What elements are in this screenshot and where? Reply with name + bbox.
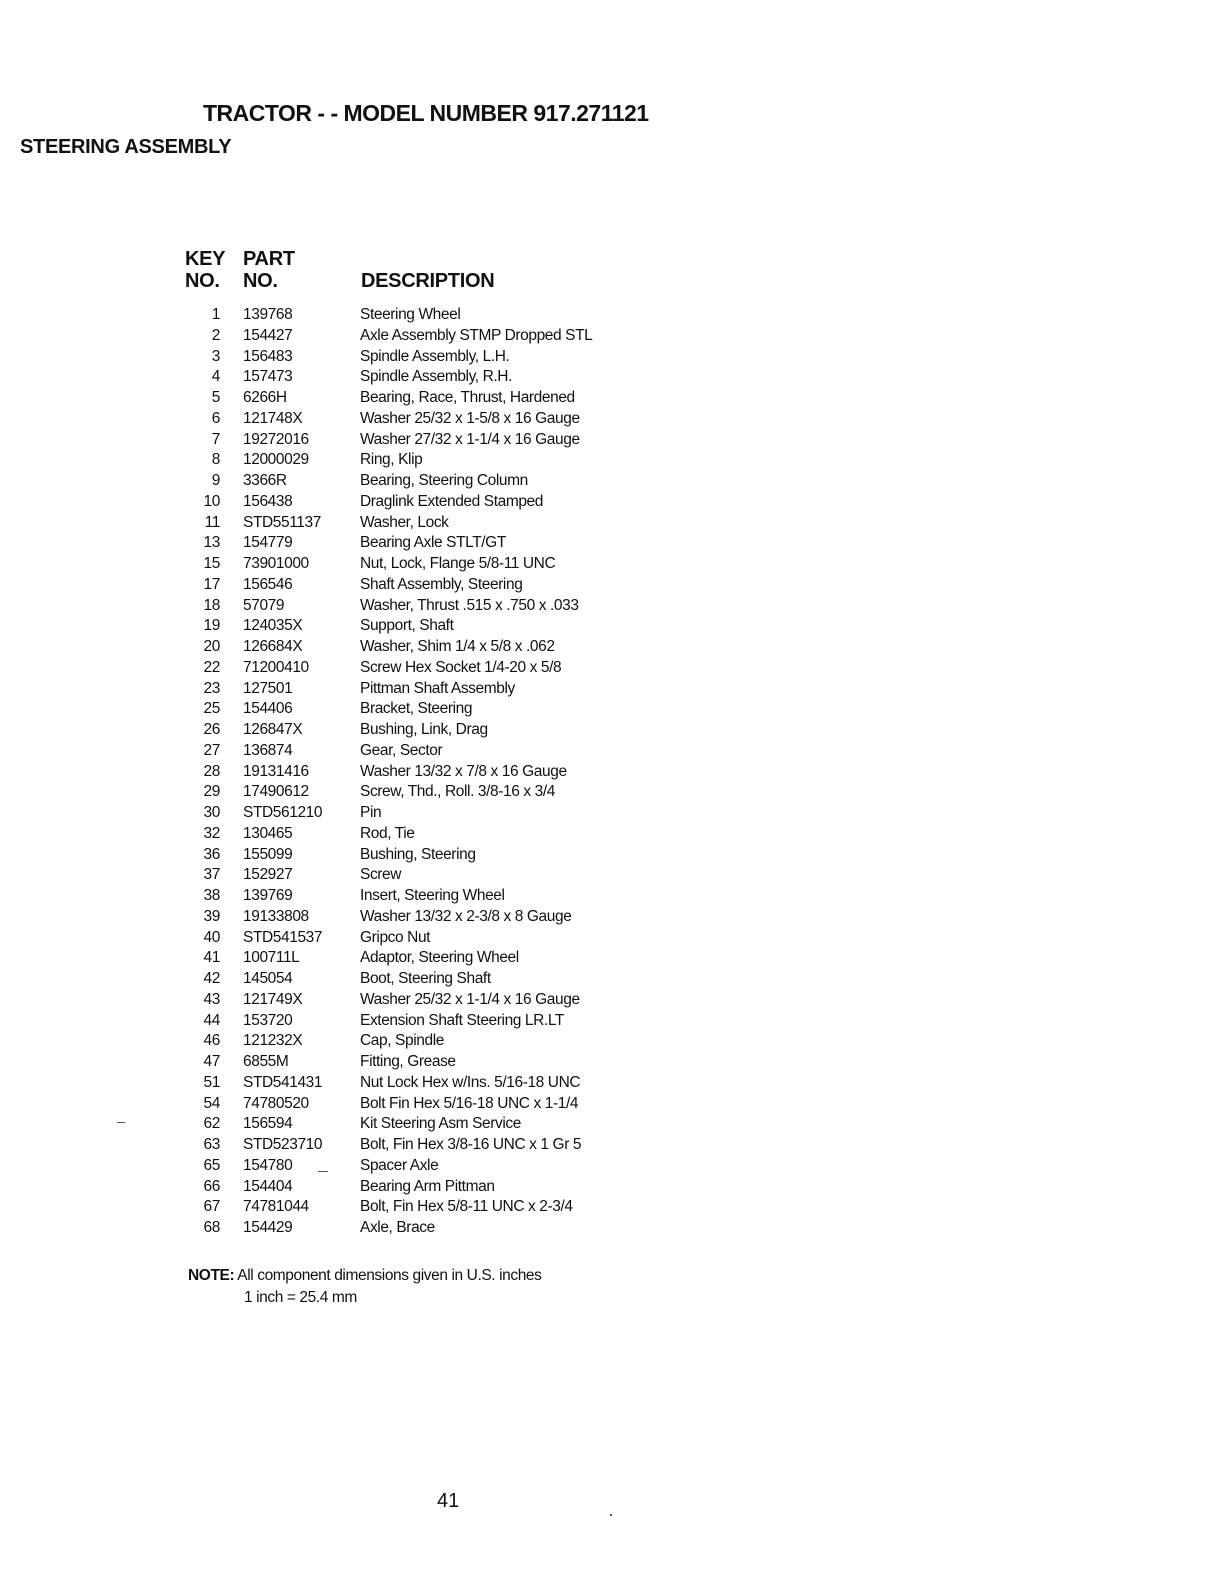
part-number: 12000029 <box>243 451 309 469</box>
key-number: 2 <box>211 326 220 344</box>
key-number: 51 <box>203 1073 220 1091</box>
part-number: 139768 <box>243 306 293 323</box>
part-number: 121749X <box>243 990 303 1008</box>
part-number: 136874 <box>243 741 293 759</box>
key-number: 10 <box>203 492 220 510</box>
key-number: 7 <box>211 430 220 448</box>
part-number: 157473 <box>243 368 293 386</box>
part-description: Bushing, Steering <box>360 845 476 863</box>
key-number: 26 <box>203 721 220 738</box>
note-line2: 1 inch = 25.4 mm <box>244 1289 357 1306</box>
part-number: STD541537 <box>243 928 323 946</box>
part-description: Bolt, Fin Hex 3/8-16 UNC x 1 Gr 5 <box>360 1136 582 1153</box>
part-description: Gripco Nut <box>360 928 431 946</box>
part-description: Adaptor, Steering Wheel <box>360 949 519 967</box>
key-number: 30 <box>203 804 220 821</box>
key-number: 36 <box>203 845 220 863</box>
header-key-line1: KEY <box>185 248 226 270</box>
part-description: Washer 25/32 x 1-5/8 x 16 Gauge <box>360 409 580 427</box>
part-description: Support, Shaft <box>360 617 454 635</box>
part-number: 156483 <box>243 347 293 365</box>
part-description: Steering Wheel <box>360 306 461 323</box>
key-number: 19 <box>203 617 220 635</box>
part-description: Washer, Thrust .515 x .750 x .033 <box>360 596 579 614</box>
part-number: 6855M <box>243 1053 289 1070</box>
part-description: Spindle Assembly, R.H. <box>360 368 513 386</box>
note <box>188 1267 542 1285</box>
part-description: Bearing Arm Pittman <box>360 1177 495 1195</box>
key-number: 27 <box>203 741 220 759</box>
part-number: 156594 <box>243 1115 293 1133</box>
key-number: 43 <box>203 990 220 1008</box>
key-number: 41 <box>203 949 220 967</box>
key-number: 66 <box>203 1177 220 1195</box>
key-number: 9 <box>211 472 220 489</box>
scan-speck <box>610 1514 612 1516</box>
part-number: 73901000 <box>243 555 309 572</box>
key-number: 29 <box>203 783 220 801</box>
part-number: 154406 <box>243 700 293 718</box>
part-description: Washer 13/32 x 7/8 x 16 Gauge <box>360 762 567 780</box>
part-description: Cap, Spindle <box>360 1032 444 1050</box>
part-number: STD561210 <box>243 804 323 821</box>
key-number: 25 <box>203 700 220 718</box>
header-description: DESCRIPTION <box>361 270 495 292</box>
part-description: Nut Lock Hex w/Ins. 5/16-18 UNC <box>360 1073 581 1091</box>
header-part-line1: PART <box>243 248 295 270</box>
key-number: 11 <box>204 513 220 531</box>
note-line1: All component dimensions given in U.S. inches <box>237 1267 542 1284</box>
key-number: 65 <box>203 1156 220 1174</box>
part-number: 124035X <box>243 617 303 635</box>
part-number: STD523710 <box>243 1136 323 1153</box>
part-description: Axle Assembly STMP Dropped STL <box>360 326 593 344</box>
key-number: 39 <box>203 907 220 925</box>
key-number: 6 <box>211 409 220 427</box>
key-number: 47 <box>203 1053 220 1070</box>
part-number: 74780520 <box>243 1094 309 1112</box>
key-number: 20 <box>203 638 220 655</box>
part-description: Pittman Shaft Assembly <box>360 679 515 697</box>
part-description: Gear, Sector <box>360 741 443 759</box>
part-number: STD551137 <box>243 513 321 531</box>
scan-speck <box>318 1171 328 1172</box>
key-number: 46 <box>203 1032 220 1050</box>
part-number: 126684X <box>243 638 303 655</box>
note-label: NOTE: <box>188 1267 235 1284</box>
part-description: Kit Steering Asm Service <box>360 1115 521 1133</box>
key-number: 37 <box>203 866 220 884</box>
part-number: 145054 <box>243 970 293 987</box>
part-description: Ring, Klip <box>360 451 423 469</box>
part-number: 74781044 <box>243 1198 309 1216</box>
part-description: Pin <box>360 804 382 821</box>
part-description: Insert, Steering Wheel <box>360 887 505 904</box>
key-number: 1 <box>211 306 220 323</box>
part-number: 154427 <box>243 326 293 344</box>
part-number: 154780 <box>243 1156 293 1174</box>
part-number: 139769 <box>243 887 293 904</box>
key-number: 63 <box>203 1136 220 1153</box>
part-number: 154429 <box>243 1219 293 1236</box>
part-description: Spacer Axle <box>360 1156 439 1174</box>
part-number: 3366R <box>243 472 287 489</box>
part-description: Axle, Brace <box>360 1219 435 1236</box>
key-number: 15 <box>203 555 220 572</box>
part-description: Bracket, Steering <box>360 700 473 718</box>
part-description: Washer 13/32 x 2-3/8 x 8 Gauge <box>360 907 572 925</box>
part-number: 71200410 <box>243 658 309 676</box>
part-description: Washer, Lock <box>360 513 449 531</box>
key-number: 22 <box>203 658 220 676</box>
part-description: Rod, Tie <box>360 824 415 842</box>
key-number: 4 <box>211 368 220 386</box>
part-number: 6266H <box>243 389 287 406</box>
key-number: 54 <box>203 1094 220 1112</box>
key-number: 67 <box>203 1198 220 1216</box>
part-description: Bearing, Race, Thrust, Hardened <box>360 389 575 406</box>
part-number: 156438 <box>243 492 293 510</box>
part-number: 154404 <box>243 1177 293 1195</box>
part-description: Extension Shaft Steering LR.LT <box>360 1011 564 1029</box>
part-description: Bearing, Steering Column <box>360 472 528 489</box>
section-title: STEERING ASSEMBLY <box>20 136 232 158</box>
key-number: 40 <box>203 928 220 946</box>
part-number: 19133808 <box>243 907 309 925</box>
part-number: 121748X <box>243 409 303 427</box>
key-number: 68 <box>203 1219 220 1236</box>
key-number: 62 <box>203 1115 220 1133</box>
part-description: Screw <box>360 866 402 884</box>
part-number: 152927 <box>243 866 293 884</box>
part-number: 153720 <box>243 1011 293 1029</box>
part-number: 126847X <box>243 721 303 738</box>
key-number: 42 <box>203 970 220 987</box>
part-number: 127501 <box>243 679 293 697</box>
part-number: 155099 <box>243 845 293 863</box>
key-number: 8 <box>211 451 220 469</box>
header-key-line2: NO. <box>185 270 220 292</box>
part-description: Screw, Thd., Roll. 3/8-16 x 3/4 <box>360 783 555 801</box>
key-number: 28 <box>203 762 220 780</box>
part-description: Bolt, Fin Hex 5/8-11 UNC x 2-3/4 <box>360 1198 573 1216</box>
part-number: 156546 <box>243 575 293 593</box>
key-number: 13 <box>203 534 220 552</box>
part-description: Shaft Assembly, Steering <box>360 575 523 593</box>
part-description: Boot, Steering Shaft <box>360 970 491 987</box>
key-number: 38 <box>203 887 220 904</box>
header-part-line2: NO. <box>243 270 278 292</box>
part-description: Screw Hex Socket 1/4-20 x 5/8 <box>360 658 562 676</box>
part-number: 121232X <box>243 1032 303 1050</box>
part-description: Washer, Shim 1/4 x 5/8 x .062 <box>360 638 555 655</box>
key-number: 17 <box>203 575 220 593</box>
key-number: 23 <box>203 679 220 697</box>
part-description: Nut, Lock, Flange 5/8-11 UNC <box>360 555 556 572</box>
part-number: 100711L <box>243 949 300 967</box>
part-description: Draglink Extended Stamped <box>360 492 544 510</box>
part-description: Washer 25/32 x 1-1/4 x 16 Gauge <box>360 990 580 1008</box>
part-description: Fitting, Grease <box>360 1053 456 1070</box>
part-number: 19131416 <box>243 762 309 780</box>
page-number: 41 <box>437 1490 460 1512</box>
key-number: 32 <box>203 824 220 842</box>
scan-speck <box>117 1122 125 1123</box>
part-number: 19272016 <box>243 430 309 448</box>
part-description: Spindle Assembly, L.H. <box>360 347 510 365</box>
part-number: STD541431 <box>243 1073 323 1091</box>
part-description: Washer 27/32 x 1-1/4 x 16 Gauge <box>360 430 580 448</box>
key-number: 5 <box>211 389 220 406</box>
part-number: 154779 <box>243 534 293 552</box>
part-description: Bolt Fin Hex 5/16-18 UNC x 1-1/4 <box>360 1094 579 1112</box>
key-number: 3 <box>211 347 220 365</box>
key-number: 18 <box>203 596 220 614</box>
part-number: 17490612 <box>243 783 309 801</box>
part-number: 130465 <box>243 824 293 842</box>
part-description: Bearing Axle STLT/GT <box>360 534 506 552</box>
key-number: 44 <box>203 1011 220 1029</box>
page-title: TRACTOR - - MODEL NUMBER 917.271121 <box>203 100 649 126</box>
part-description: Bushing, Link, Drag <box>360 721 488 738</box>
part-number: 57079 <box>243 596 285 614</box>
